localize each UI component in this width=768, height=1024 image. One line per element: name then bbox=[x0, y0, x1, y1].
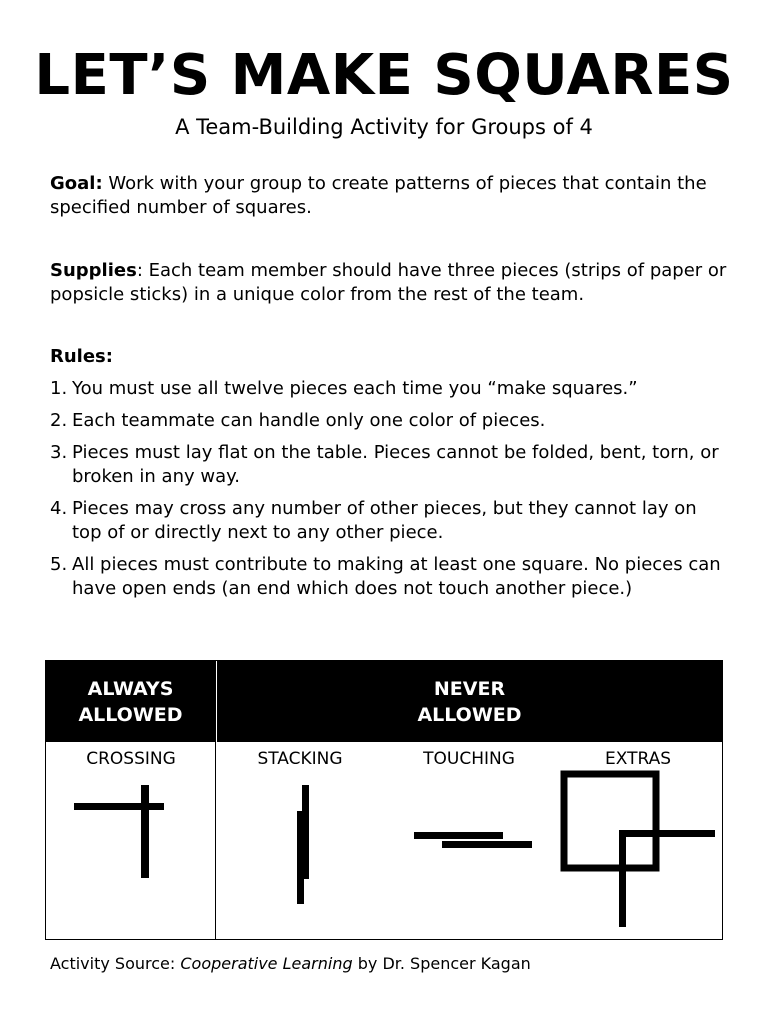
stacking-label: STACKING bbox=[257, 749, 343, 769]
rule-text: Pieces may cross any number of other pieces, but they cannot lay on top of or directly next to any other piece. bbox=[72, 498, 697, 543]
activity-source bbox=[50, 953, 531, 975]
crossing-diagram bbox=[74, 785, 164, 878]
rule-number: 4. bbox=[50, 498, 68, 519]
supplies-label: Supplies bbox=[50, 260, 137, 281]
touching-label: TOUCHING bbox=[423, 749, 515, 769]
rule-item bbox=[50, 497, 730, 545]
goal-paragraph bbox=[50, 172, 730, 220]
stacking-piece-bottom bbox=[297, 811, 304, 904]
never-allowed-line1: NEVER bbox=[433, 677, 506, 700]
rule-text: All pieces must contribute to making at least one square. No pieces can have open ends (an end which does not touch another piece.) bbox=[72, 554, 721, 599]
source-prefix: Activity Source: bbox=[50, 954, 181, 973]
goal-label: Goal: bbox=[50, 173, 103, 194]
page-subtitle: A Team-Building Activity for Groups of 4 bbox=[175, 115, 593, 139]
rules-heading: Rules: bbox=[50, 346, 113, 367]
page-title: LET’S MAKE SQUARES bbox=[34, 43, 734, 108]
extras-diagram bbox=[564, 774, 715, 927]
rule-item bbox=[50, 409, 730, 433]
touching-diagram bbox=[414, 832, 532, 848]
rule-number: 3. bbox=[50, 442, 68, 463]
rule-number: 2. bbox=[50, 410, 68, 431]
rule-item bbox=[50, 441, 730, 489]
piece-diagrams bbox=[46, 661, 722, 939]
extras-piece-vertical bbox=[619, 830, 626, 927]
supplies-text: : Each team member should have three pieces (strips of paper or popsicle sticks) in a unique color from the rest of the team. bbox=[50, 260, 727, 305]
rule-number: 1. bbox=[50, 378, 68, 399]
extras-piece-horizontal bbox=[619, 830, 715, 837]
extras-square bbox=[564, 774, 656, 868]
supplies-paragraph bbox=[50, 259, 730, 307]
crossing-label: CROSSING bbox=[86, 749, 176, 769]
rule-text: Each teammate can handle only one color of pieces. bbox=[72, 410, 546, 431]
crossing-piece-horizontal bbox=[74, 803, 164, 810]
extras-label: EXTRAS bbox=[604, 749, 672, 769]
stacking-diagram bbox=[297, 785, 309, 904]
rules-table bbox=[45, 660, 723, 940]
rule-text: You must use all twelve pieces each time you “make squares.” bbox=[72, 378, 638, 399]
never-allowed-line2: ALLOWED bbox=[417, 703, 522, 726]
source-author: by Dr. Spencer Kagan bbox=[352, 954, 531, 973]
rule-item bbox=[50, 553, 730, 601]
rule-number: 5. bbox=[50, 554, 68, 575]
rule-item bbox=[50, 377, 730, 401]
goal-text: Work with your group to create patterns of pieces that contain the specified number of squares. bbox=[50, 173, 707, 218]
always-allowed-line1: ALWAYS bbox=[87, 677, 174, 700]
rule-text: Pieces must lay flat on the table. Pieces cannot be folded, bent, torn, or broken in any way. bbox=[72, 442, 719, 487]
crossing-piece-vertical bbox=[141, 785, 149, 878]
touching-piece-lower bbox=[442, 841, 532, 848]
source-book-title: Cooperative Learning bbox=[180, 954, 353, 973]
touching-piece-upper bbox=[414, 832, 503, 839]
always-allowed-line2: ALLOWED bbox=[78, 703, 183, 726]
